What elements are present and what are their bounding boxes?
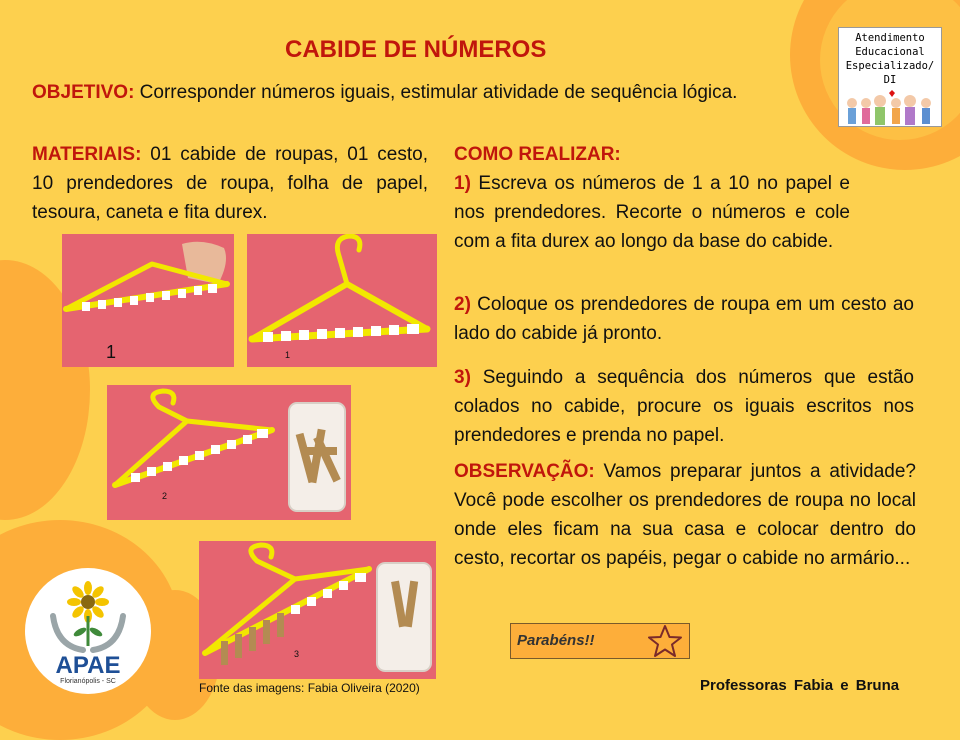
hanger-with-basket-illustration — [107, 385, 351, 520]
observacao-paragraph — [454, 457, 916, 573]
step-1-number: 1) — [454, 173, 471, 194]
apae-logo — [25, 568, 151, 694]
objetivo-paragraph — [32, 78, 772, 107]
step-2-paragraph — [454, 290, 914, 348]
photo-4 — [199, 541, 436, 679]
star-icon — [645, 624, 685, 658]
hanger-illustration — [62, 234, 234, 367]
materiais-paragraph — [32, 140, 428, 227]
photo-2-caption: 1 — [285, 350, 291, 360]
step-1-paragraph — [454, 169, 850, 256]
step-3-number: 3) — [454, 367, 471, 388]
materiais-text: 01 cabide de roupas, 01 cesto, 10 prendedores de roupa, folha de papel, tesoura, caneta e fita durex. — [32, 144, 428, 223]
children-illustration — [842, 89, 938, 139]
como-realizar-heading: COMO REALIZAR: — [454, 144, 621, 165]
step-3-paragraph — [454, 363, 914, 450]
photo-3 — [107, 385, 351, 520]
professors-credit: Professoras Fabia e Bruna — [700, 677, 900, 694]
apae-name: APAE — [55, 652, 121, 679]
aee-badge — [838, 27, 942, 127]
observacao-text: Vamos preparar juntos a atividade? Você pode escolher os prendedores de roupa no local onde eles ficam na sua casa e colocar dentro do cesto, recortar os papéis, pegar o cabide no armário... — [454, 461, 916, 569]
congrats-text: Parabéns!! — [517, 632, 595, 649]
observacao-label: OBSERVAÇÃO: — [454, 461, 595, 482]
photo-1 — [62, 234, 234, 367]
image-source: Fonte das imagens: Fabia Oliveira (2020) — [199, 681, 420, 695]
objetivo-text: Corresponder números iguais, estimular atividade de sequência lógica. — [134, 82, 738, 103]
step-2-text: Coloque os prendedores de roupa em um cesto ao lado do cabide já pronto. — [454, 294, 914, 344]
badge-line-3: Especializado/ DI — [845, 60, 935, 86]
photo-1-caption: 1 — [106, 342, 117, 362]
photo-3-caption: 2 — [162, 491, 168, 501]
step-2-number: 2) — [454, 294, 471, 315]
sunflower-hands-icon — [25, 576, 151, 656]
hanger-with-pegs-illustration — [199, 541, 436, 679]
step-3-text: Seguindo a sequência dos números que estão colados no cabide, procure os iguais escritos nos prendedores e prenda no papel. — [454, 367, 914, 446]
congrats-box — [510, 623, 690, 659]
objetivo-label: OBJETIVO: — [32, 82, 135, 103]
badge-line-1: Atendimento — [855, 32, 925, 44]
badge-line-2: Educacional — [855, 46, 925, 58]
hanger-illustration — [247, 234, 437, 367]
page-title: CABIDE DE NÚMEROS — [285, 36, 547, 63]
apae-city: Florianópolis - SC — [60, 678, 116, 685]
photo-2 — [247, 234, 437, 367]
step-1-text: Escreva os números de 1 a 10 no papel e nos prendedores. Recorte o números e cole com a fita durex ao longo da base do cabide. — [454, 173, 850, 252]
materiais-label: MATERIAIS: — [32, 144, 142, 165]
photo-4-caption: 3 — [294, 649, 300, 659]
